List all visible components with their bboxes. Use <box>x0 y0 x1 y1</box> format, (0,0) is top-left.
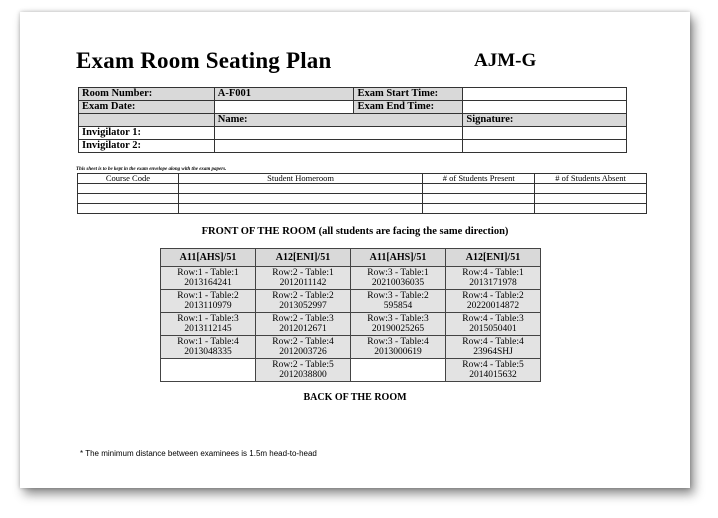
course-code-header: Course Code <box>78 174 179 184</box>
student-id: 23964SHJ <box>473 347 513 357</box>
student-id: 20210036035 <box>371 278 425 288</box>
seat-position: Row:3 - Table:1 <box>367 267 429 278</box>
seat-cell <box>351 267 446 290</box>
student-id: 2013110979 <box>184 301 232 311</box>
seat-position: Row:1 - Table:3 <box>177 313 239 324</box>
seat-cell <box>256 290 351 313</box>
seat-cell <box>256 359 351 382</box>
table-row <box>78 184 647 194</box>
front-of-room-label: FRONT OF THE ROOM (all students are facing the same direction) <box>201 226 509 237</box>
seat-cell <box>161 267 256 290</box>
blank-label-cell <box>79 114 215 127</box>
student-id: 20220014872 <box>466 301 520 311</box>
seat-cell <box>446 359 541 382</box>
seat-position: Row:4 - Table:1 <box>462 267 524 278</box>
student-id: 2012011142 <box>279 278 327 288</box>
homeroom-header: Student Homeroom <box>178 174 423 184</box>
seat-position: Row:1 - Table:4 <box>177 336 239 347</box>
table-row <box>161 336 541 359</box>
seat-cell <box>351 313 446 336</box>
seat-position: Row:3 - Table:2 <box>367 290 429 301</box>
exam-start-label: Exam Start Time: <box>354 88 463 101</box>
seat-position: Row:3 - Table:3 <box>367 313 429 324</box>
page-title: Exam Room Seating Plan <box>76 48 332 73</box>
student-id: 2013164241 <box>184 278 232 288</box>
seat-position: Row:4 - Table:3 <box>462 313 524 324</box>
column-header: A12[ENI]/51 <box>256 249 351 267</box>
seat-position: Row:4 - Table:5 <box>462 359 524 370</box>
invigilator2-label: Invigilator 2: <box>79 140 215 153</box>
exam-date-label: Exam Date: <box>79 101 215 114</box>
room-number-label: Room Number: <box>79 88 215 101</box>
seat-cell <box>351 290 446 313</box>
seat-position: Row:2 - Table:1 <box>272 267 334 278</box>
seat-position: Row:4 - Table:4 <box>462 336 524 347</box>
seat-cell <box>256 336 351 359</box>
seating-plan-page <box>20 12 690 488</box>
seat-position: Row:1 - Table:2 <box>177 290 239 301</box>
course-table <box>77 173 647 214</box>
seat-cell <box>446 313 541 336</box>
seat-cell <box>446 290 541 313</box>
student-id: 2013112145 <box>184 324 232 334</box>
table-row <box>78 204 647 214</box>
student-id: 2012038800 <box>279 370 327 380</box>
column-header: A11[AHS]/51 <box>161 249 256 267</box>
name-label: Name: <box>214 114 463 127</box>
invigilator1-signature[interactable] <box>463 127 627 140</box>
absent-header: # of Students Absent <box>535 174 647 184</box>
seat-cell <box>446 336 541 359</box>
exam-end-value[interactable] <box>463 101 627 114</box>
student-id: 2015050401 <box>469 324 517 334</box>
seat-cell <box>446 267 541 290</box>
seat-cell <box>256 267 351 290</box>
seat-position: Row:1 - Table:1 <box>177 267 239 278</box>
seat-position: Row:2 - Table:4 <box>272 336 334 347</box>
student-id: 2013000619 <box>374 347 422 357</box>
seat-position: Row:2 - Table:2 <box>272 290 334 301</box>
student-id: 20190025265 <box>371 324 425 334</box>
seat-position: Row:2 - Table:5 <box>272 359 334 370</box>
student-id: 2012012671 <box>279 324 327 334</box>
seat-cell <box>161 313 256 336</box>
student-id: 2013048335 <box>184 347 232 357</box>
empty-seat-cell <box>351 359 446 382</box>
back-of-room-label: BACK OF THE ROOM <box>303 392 407 403</box>
student-id: 2014015632 <box>469 370 517 380</box>
invigilator2-name[interactable] <box>214 140 463 153</box>
student-id: 595854 <box>383 301 413 311</box>
table-row <box>161 359 541 382</box>
exam-start-value[interactable] <box>463 88 627 101</box>
seat-position: Row:2 - Table:3 <box>272 313 334 324</box>
exam-end-label: Exam End Time: <box>354 101 463 114</box>
plan-code: AJM-G <box>474 50 537 71</box>
column-header: A11[AHS]/51 <box>351 249 446 267</box>
seating-grid <box>160 248 541 382</box>
seat-position: Row:3 - Table:4 <box>367 336 429 347</box>
invigilator1-label: Invigilator 1: <box>79 127 215 140</box>
invigilator2-signature[interactable] <box>463 140 627 153</box>
table-row <box>161 290 541 313</box>
student-id: 2012003726 <box>279 347 327 357</box>
seat-position: Row:4 - Table:2 <box>462 290 524 301</box>
seat-cell <box>351 336 446 359</box>
exam-date-value[interactable] <box>214 101 354 114</box>
table-row <box>161 267 541 290</box>
exam-header-table <box>78 87 627 153</box>
column-header: A12[ENI]/51 <box>446 249 541 267</box>
student-id: 2013171978 <box>469 278 517 288</box>
room-number-value: A-F001 <box>214 88 354 101</box>
seat-cell <box>161 290 256 313</box>
seat-cell <box>256 313 351 336</box>
table-row <box>78 194 647 204</box>
distance-footnote: * The minimum distance between examinees is 1.5m head-to-head <box>80 449 317 458</box>
signature-label: Signature: <box>463 114 627 127</box>
envelope-note: This sheet is to be kept in the exam envelope along with the exam papers. <box>76 167 227 172</box>
empty-seat-cell <box>161 359 256 382</box>
invigilator1-name[interactable] <box>214 127 463 140</box>
table-row <box>161 313 541 336</box>
seat-cell <box>161 336 256 359</box>
student-id: 2013052997 <box>279 301 327 311</box>
present-header: # of Students Present <box>423 174 535 184</box>
